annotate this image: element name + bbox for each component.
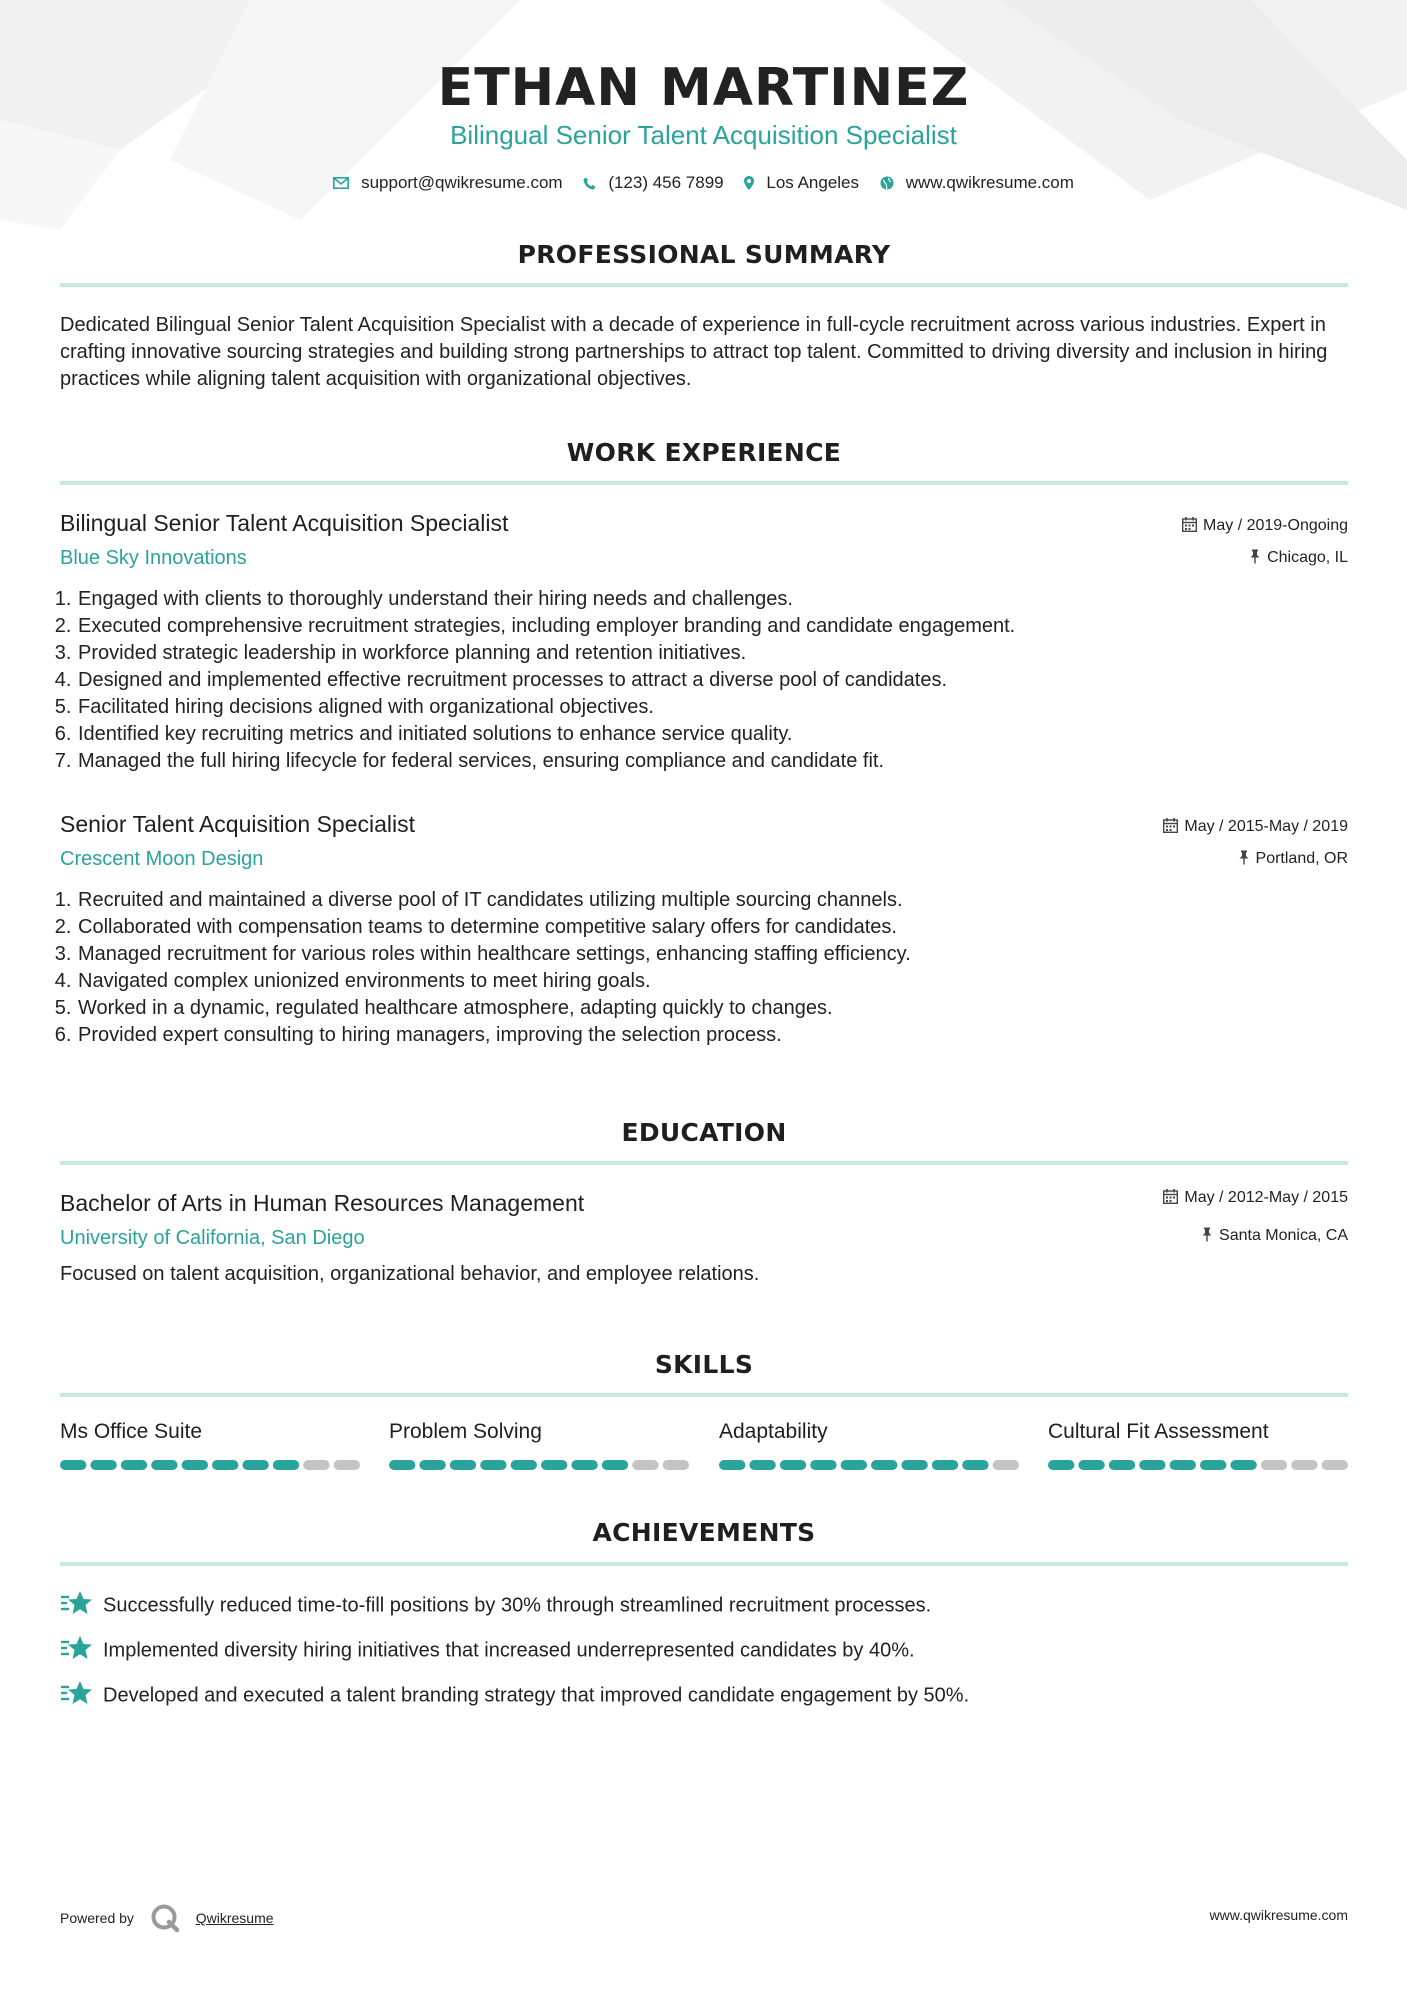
star-icon [60, 1635, 94, 1667]
skill-segment [273, 1460, 299, 1470]
skill-segment [90, 1460, 116, 1470]
contact-location-text: Los Angeles [766, 172, 860, 192]
achievement-text: Implemented diversity hiring initiatives that increased underrepresented candidates by 40%. [103, 1639, 915, 1662]
skill-segment [151, 1460, 177, 1470]
skill-segment [419, 1460, 445, 1470]
education-dates [1163, 1189, 1348, 1209]
job-1-bullets [55, 586, 1015, 775]
skill-segment [1322, 1460, 1348, 1470]
contact-phone-text: (123) 456 7899 [608, 172, 724, 192]
list-item: 6. Provided expert consulting to hiring managers, improving the selection process. [77, 1022, 911, 1049]
skill-item [60, 1420, 360, 1444]
contact-website[interactable] [880, 173, 1074, 193]
achievement-text: Developed and executed a talent branding strategy that improved candidate engagement by 50%. [103, 1684, 970, 1707]
skill-segment [993, 1460, 1019, 1470]
education-description: Focused on talent acquisition, organizational behavior, and employee relations. [60, 1263, 760, 1285]
contact-email-text: support@qwikresume.com [361, 172, 563, 192]
job-2-location-text: Portland, OR [1255, 850, 1348, 867]
list-item: 3. Managed recruitment for various roles within healthcare settings, enhancing staffing efficiency. [77, 941, 911, 968]
summary-heading: PROFESSIONAL SUMMARY [517, 240, 891, 269]
skill-segment [182, 1460, 208, 1470]
globe-icon [880, 176, 894, 190]
education-school: University of California, San Diego [60, 1227, 365, 1249]
achievement-item [60, 1680, 969, 1712]
education-divider [60, 1161, 1348, 1165]
skill-item [719, 1420, 1019, 1444]
skill-segment [303, 1460, 329, 1470]
summary-text: Dedicated Bilingual Senior Talent Acquisition Specialist with a decade of experience in full-cycle recruitment across various industries. Expert in crafting innovative sourcing strategies and building strong partnerships to attract top talent. Committed to driving diversity and inclusion in hiring practices while aligning talent acquisition with organizational objectives. [60, 314, 1328, 390]
achievements-heading: ACHIEVEMENTS [592, 1518, 816, 1547]
candidate-title: Bilingual Senior Talent Acquisition Specialist [450, 120, 957, 150]
skill-name: Cultural Fit Assessment [1048, 1420, 1269, 1443]
star-icon [60, 1590, 94, 1622]
contact-bar [0, 172, 1407, 193]
skill-segment [1139, 1460, 1165, 1470]
candidate-name: ETHAN MARTINEZ [437, 58, 970, 118]
skills-heading: SKILLS [654, 1350, 754, 1379]
achievement-text: Successfully reduced time-to-fill positions by 30% through streamlined recruitment processes. [103, 1594, 932, 1617]
pushpin-icon [1201, 1227, 1213, 1247]
list-item: 4. Navigated complex unionized environments to meet hiring goals. [77, 968, 911, 995]
skill-level-bar [389, 1460, 689, 1470]
skill-segment [1109, 1460, 1135, 1470]
skill-segment [962, 1460, 988, 1470]
education-degree: Bachelor of Arts in Human Resources Management [60, 1190, 585, 1216]
skill-segment [541, 1460, 567, 1470]
skill-name: Problem Solving [389, 1420, 542, 1443]
skill-segment [663, 1460, 689, 1470]
envelope-icon [333, 177, 349, 189]
skill-segment [1261, 1460, 1287, 1470]
job-2-title: Senior Talent Acquisition Specialist [60, 811, 416, 837]
job-2-bullets [55, 887, 911, 1049]
achievement-item [60, 1590, 931, 1622]
contact-phone[interactable] [583, 173, 723, 193]
list-item: 5. Facilitated hiring decisions aligned with organizational objectives. [77, 694, 1015, 721]
job-1-dates-text: May / 2019-Ongoing [1203, 517, 1348, 534]
achievements-divider [60, 1562, 1348, 1566]
skill-segment [242, 1460, 268, 1470]
job-1-title: Bilingual Senior Talent Acquisition Specialist [60, 510, 509, 536]
skill-level-bar [1048, 1460, 1348, 1470]
skill-segment [841, 1460, 867, 1470]
footer-powered-by [60, 1903, 274, 1936]
list-item: 3. Provided strategic leadership in workforce planning and retention initiatives. [77, 640, 1015, 667]
skill-segment [1230, 1460, 1256, 1470]
job-2-dates [1163, 818, 1348, 838]
achievement-item [60, 1635, 915, 1667]
summary-divider [60, 283, 1348, 287]
education-heading: EDUCATION [621, 1118, 787, 1147]
skill-segment [932, 1460, 958, 1470]
skill-segment [871, 1460, 897, 1470]
skill-level-bar [60, 1460, 360, 1470]
skill-segment [571, 1460, 597, 1470]
education-location [1201, 1227, 1348, 1247]
skill-segment [780, 1460, 806, 1470]
job-1-location-text: Chicago, IL [1267, 549, 1348, 566]
skill-segment [212, 1460, 238, 1470]
skill-segment [901, 1460, 927, 1470]
footer-website[interactable]: www.qwikresume.com [1209, 1907, 1348, 1923]
list-item: 4. Designed and implemented effective recruitment processes to attract a diverse pool of candidates. [77, 667, 1015, 694]
skill-segment [511, 1460, 537, 1470]
skill-name: Adaptability [719, 1420, 828, 1443]
qwikresume-link[interactable]: Qwikresume [195, 1910, 274, 1927]
education-dates-text: May / 2012-May / 2015 [1184, 1189, 1348, 1206]
star-icon [60, 1680, 94, 1712]
skill-segment [389, 1460, 415, 1470]
pushpin-icon [1238, 850, 1250, 870]
skill-segment [480, 1460, 506, 1470]
job-2-dates-text: May / 2015-May / 2019 [1184, 818, 1348, 835]
job-2-company: Crescent Moon Design [60, 848, 264, 870]
list-item: 2. Collaborated with compensation teams to determine competitive salary offers for candidates. [77, 914, 911, 941]
list-item: 5. Worked in a dynamic, regulated healthcare atmosphere, adapting quickly to changes. [77, 995, 911, 1022]
calendar-icon [1163, 1189, 1178, 1209]
skill-segment [334, 1460, 360, 1470]
contact-email[interactable] [333, 173, 563, 193]
skill-item [1048, 1420, 1348, 1444]
skill-item [389, 1420, 689, 1444]
phone-icon [583, 177, 596, 190]
experience-divider [60, 481, 1348, 485]
skill-level-bar [719, 1460, 1019, 1470]
job-1-company: Blue Sky Innovations [60, 547, 247, 569]
skill-segment [810, 1460, 836, 1470]
list-item: 6. Identified key recruiting metrics and initiated solutions to enhance service quality. [77, 721, 1015, 748]
skill-segment [1200, 1460, 1226, 1470]
map-pin-icon [744, 176, 754, 190]
skill-segment [632, 1460, 658, 1470]
education-location-text: Santa Monica, CA [1219, 1227, 1348, 1244]
list-item: 1. Engaged with clients to thoroughly understand their hiring needs and challenges. [77, 586, 1015, 613]
skill-segment [60, 1460, 86, 1470]
calendar-icon [1163, 818, 1178, 838]
skill-segment [450, 1460, 476, 1470]
skill-segment [121, 1460, 147, 1470]
job-2-location [1238, 850, 1348, 870]
calendar-icon [1182, 517, 1197, 537]
contact-location [744, 173, 859, 193]
skill-segment [719, 1460, 745, 1470]
list-item: 2. Executed comprehensive recruitment strategies, including employer branding and candidate engagement. [77, 613, 1015, 640]
skill-segment [1170, 1460, 1196, 1470]
powered-by-label: Powered by [60, 1910, 134, 1927]
skill-segment [1291, 1460, 1317, 1470]
skill-segment [1048, 1460, 1074, 1470]
contact-website-text: www.qwikresume.com [905, 172, 1074, 192]
experience-heading: WORK EXPERIENCE [566, 438, 842, 467]
skill-segment [1078, 1460, 1104, 1470]
pushpin-icon [1249, 549, 1261, 569]
job-1-location [1249, 549, 1348, 569]
skill-segment [602, 1460, 628, 1470]
list-item: 1. Recruited and maintained a diverse pool of IT candidates utilizing multiple sourcing channels. [77, 887, 911, 914]
skill-name: Ms Office Suite [60, 1420, 202, 1443]
skill-segment [749, 1460, 775, 1470]
skills-divider [60, 1393, 1348, 1397]
list-item: 7. Managed the full hiring lifecycle for federal services, ensuring compliance and candidate fit. [77, 748, 1015, 775]
qwikresume-logo-icon [150, 1903, 180, 1936]
job-1-dates [1182, 517, 1348, 537]
